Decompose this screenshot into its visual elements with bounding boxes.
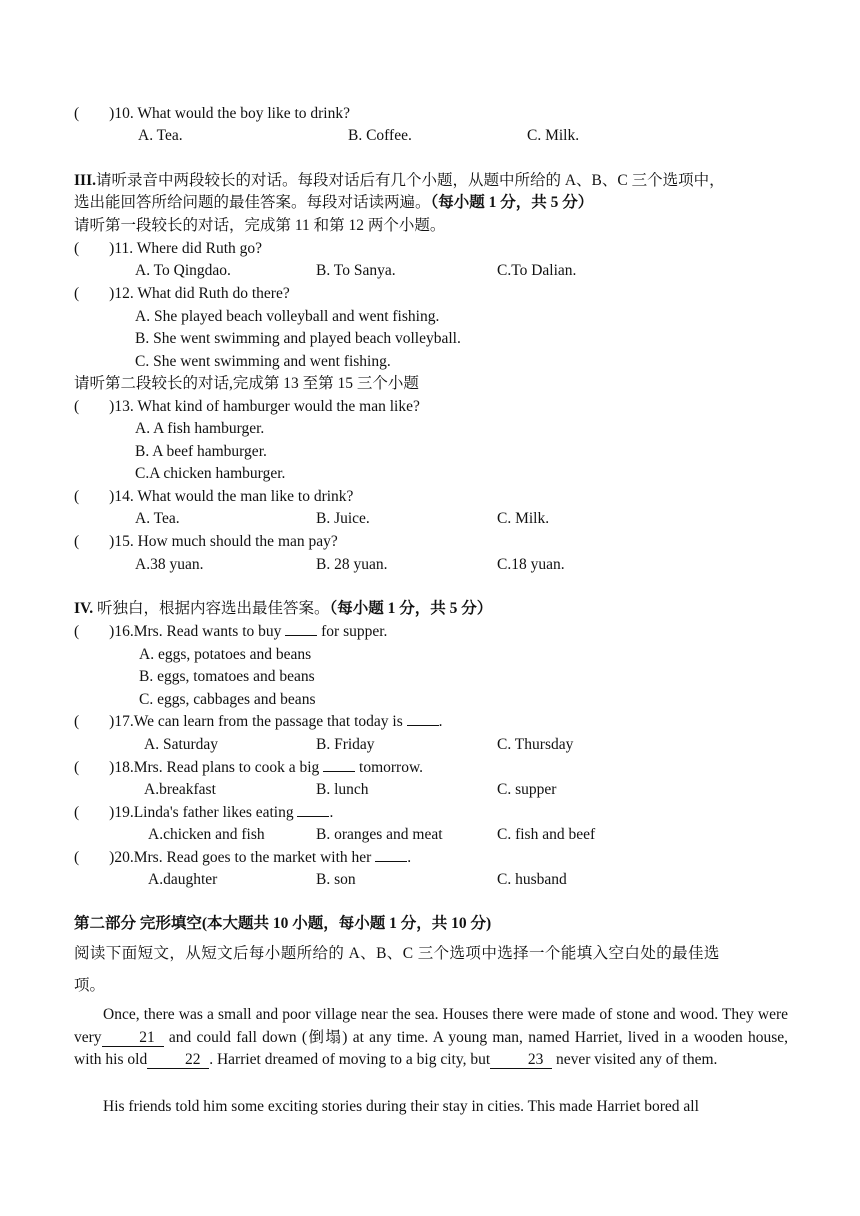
option-a: A.breakfast <box>144 781 216 798</box>
option-c: C.To Dalian. <box>497 262 577 279</box>
answer-bracket: ( <box>74 488 80 505</box>
passage-text: and could fall down (倒塌) at any time. A young man, named Harriet, lived in a wooden house, with his old <box>74 1028 789 1068</box>
option-c: C. supper <box>497 781 557 798</box>
option-c: C. Milk. <box>527 127 580 144</box>
passage-text: never visited any of them. <box>556 1051 718 1068</box>
question-11 <box>74 239 262 259</box>
question-number: )14. <box>109 488 134 505</box>
option-c: C.18 yuan. <box>497 556 565 573</box>
question-17 <box>74 712 443 732</box>
option-b: B. son <box>316 871 356 888</box>
section-instructions: 请听录音中两段较长的对话。每段对话后有几个小题，从题中所给的 A、B、C 三个选项中， <box>95 172 725 189</box>
option-b: B. eggs, tomatoes and beans <box>139 668 315 685</box>
question-text: How much should the man pay? <box>137 533 338 550</box>
answer-bracket: ( <box>74 759 80 776</box>
option-b: B. Friday <box>316 736 375 753</box>
answer-blank <box>297 816 329 817</box>
question-number: )15. <box>109 533 134 550</box>
option-b: B. 28 yuan. <box>316 556 388 573</box>
answer-bracket: ( <box>74 105 80 122</box>
option-b: B. A beef hamburger. <box>135 443 267 460</box>
question-number: )12. <box>109 285 134 302</box>
question-19 <box>74 803 333 823</box>
blank-22: 22 <box>147 1052 209 1069</box>
option-a: A. She played beach volleyball and went fishing. <box>135 308 440 325</box>
option-b: B. lunch <box>316 781 369 798</box>
section-number: III. <box>74 172 96 189</box>
answer-blank <box>323 771 355 772</box>
passage-text: Once, there was a small and poor village near the sea. Houses there were made of stone and wood. They were very <box>74 1006 788 1046</box>
blank-23: 23 <box>490 1052 552 1069</box>
section-3-instructions-line1 <box>74 171 725 191</box>
section-4-title <box>74 599 492 619</box>
question-number: )10. <box>109 105 134 122</box>
question-text: What kind of hamburger would the man like? <box>137 398 420 415</box>
option-c: C. eggs, cabbages and beans <box>139 691 316 708</box>
option-b: B. oranges and meat <box>316 826 443 843</box>
passage-text: . Harriet dreamed of moving to a big city, but <box>209 1051 491 1068</box>
section-score: （每小题 1 分，共 5 分） <box>430 194 594 211</box>
question-text: . <box>438 713 443 730</box>
question-text: Mrs. Read wants to buy <box>133 623 282 640</box>
option-a: A.daughter <box>148 871 218 888</box>
passage-text: His friends told him some exciting stories during their stay in cities. This made Harriet bored all <box>103 1098 699 1115</box>
option-c: C.A chicken hamburger. <box>135 465 286 482</box>
question-15 <box>74 532 338 552</box>
answer-bracket: ( <box>74 285 80 302</box>
passage-paragraph-1 <box>74 1004 788 1072</box>
dialogue-2-intro: 请听第二段较长的对话,完成第 13 至第 15 三个小题 <box>74 375 419 392</box>
option-c: C. husband <box>497 871 567 888</box>
answer-blank <box>407 725 439 726</box>
option-b: B. Juice. <box>316 510 370 527</box>
section-instructions: 选出能回答所给问题的最佳答案。每段对话读两遍。 <box>74 194 431 211</box>
option-b: B. She went swimming and played beach volleyball. <box>135 330 461 347</box>
question-number: )16. <box>109 623 134 640</box>
answer-bracket: ( <box>74 398 80 415</box>
question-number: )11. <box>109 240 134 257</box>
answer-blank <box>375 861 407 862</box>
question-text: What did Ruth do there? <box>137 285 290 302</box>
question-12 <box>74 284 290 304</box>
option-a: A. Tea. <box>135 510 180 527</box>
question-text: . <box>407 849 412 866</box>
section-instructions: 听独白，根据内容选出最佳答案。 <box>96 600 330 617</box>
option-c: C. fish and beef <box>497 826 596 843</box>
answer-bracket: ( <box>74 623 80 640</box>
answer-bracket: ( <box>74 240 80 257</box>
question-16 <box>74 622 387 642</box>
answer-bracket: ( <box>74 533 80 550</box>
question-number: )20. <box>109 849 134 866</box>
question-text: Mrs. Read goes to the market with her <box>133 849 372 866</box>
part-2-instructions-line2: 项。 <box>74 977 106 994</box>
question-text: Where did Ruth go? <box>136 240 263 257</box>
option-a: A. A fish hamburger. <box>135 420 265 437</box>
question-text: Linda's father likes eating <box>133 804 294 821</box>
option-c: C. Milk. <box>497 510 550 527</box>
question-text: for supper. <box>321 623 388 640</box>
question-number: )19. <box>109 804 134 821</box>
answer-bracket: ( <box>74 713 80 730</box>
option-c: C. Thursday <box>497 736 574 753</box>
option-a: A. To Qingdao. <box>135 262 231 279</box>
question-text: What would the man like to drink? <box>137 488 354 505</box>
part-2-instructions-line1: 阅读下面短文，从短文后每小题所给的 A、B、C 三个选项中选择一个能填入空白处的最佳选 <box>74 945 720 962</box>
option-a: A.38 yuan. <box>135 556 204 573</box>
option-a: A. Tea. <box>138 127 183 144</box>
question-number: )18. <box>109 759 134 776</box>
option-b: B. To Sanya. <box>316 262 396 279</box>
option-c: C. She went swimming and went fishing. <box>135 353 391 370</box>
option-a: A.chicken and fish <box>148 826 265 843</box>
answer-bracket: ( <box>74 849 80 866</box>
dialogue-1-intro: 请听第一段较长的对话，完成第 11 和第 12 两个小题。 <box>74 217 446 234</box>
answer-blank <box>285 635 317 636</box>
question-number: )13. <box>109 398 134 415</box>
section-number: IV. <box>74 600 94 617</box>
question-20 <box>74 848 411 868</box>
part-2-title: 第二部分 完形填空(本大题共 10 小题，每小题 1 分，共 10 分) <box>74 915 492 932</box>
section-score: （每小题 1 分，共 5 分） <box>329 600 493 617</box>
question-text: Mrs. Read plans to cook a big <box>133 759 320 776</box>
section-3-instructions-line2 <box>74 193 593 213</box>
question-text: What would the boy like to drink? <box>137 105 350 122</box>
question-14 <box>74 487 353 507</box>
question-number: )17. <box>109 713 134 730</box>
question-10 <box>74 104 350 124</box>
question-text: tomorrow. <box>359 759 424 776</box>
question-13 <box>74 397 420 417</box>
question-text: We can learn from the passage that today is <box>133 713 403 730</box>
option-a: A. eggs, potatoes and beans <box>139 646 312 663</box>
option-a: A. Saturday <box>144 736 219 753</box>
answer-bracket: ( <box>74 804 80 821</box>
question-text: . <box>329 804 334 821</box>
blank-21: 21 <box>102 1030 164 1047</box>
question-18 <box>74 758 423 778</box>
option-b: B. Coffee. <box>348 127 412 144</box>
passage-paragraph-2 <box>74 1096 788 1119</box>
